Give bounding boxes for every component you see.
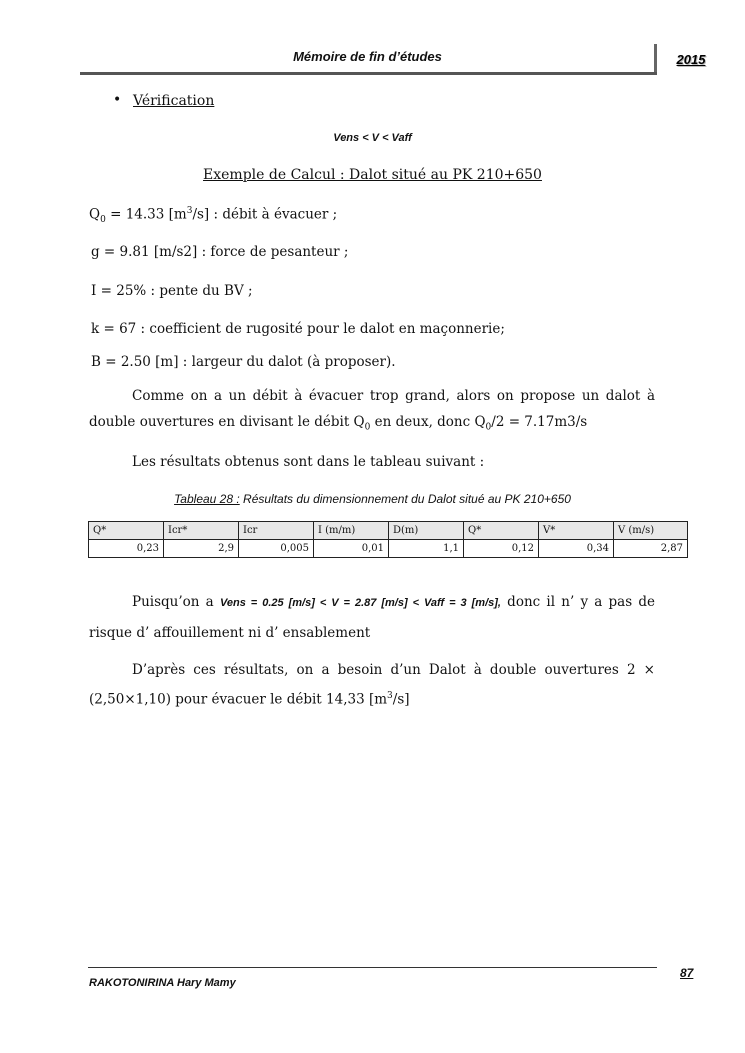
given-g: g = 9.81 [m/s2] : force de pesanteur ; — [91, 244, 349, 260]
paragraph-conclusion: D’après ces résultats, on a besoin d’un Dalot à double ouvertures 2 × (2,50×1,10) pour évacuer le débit 14,33 $[m^3/s]$ — [89, 662, 655, 708]
table-header-cell: V (m/s) — [614, 522, 688, 540]
given-i: I = 25% : pente du BV ; — [91, 283, 253, 299]
paragraph-results-intro: Les résultats obtenus sont dans le tableau suivant : — [132, 454, 485, 470]
table-header-cell: Icr* — [164, 522, 239, 540]
table-cell: 0,01 — [314, 540, 389, 558]
table-row — [89, 540, 688, 558]
footer-author: RAKOTONIRINA Hary Mamy — [89, 977, 236, 989]
given-q0: $Q_0 = 14.33$ $[m^3/s]$ : débit à évacuer ; — [89, 206, 338, 226]
paragraph-verification-result: Puisqu’on a Vens = 0.25 [m/s] < V = 2.87 [m/s] < Vaff = 3 [m/s], donc il n’ y a pas de risque d’ affouillement ni d’ ensablement — [89, 594, 656, 641]
header-year: 2015 — [676, 52, 706, 67]
table-cell: 0,23 — [89, 540, 164, 558]
table-header-cell: Q* — [464, 522, 539, 540]
table-caption-text: Résultats du dimensionnement du Dalot situé au PK 210+650 — [239, 492, 571, 506]
velocity-check-expression: Vens = 0.25 [m/s] < V = 2.87 [m/s] < Vaff = 3 [m/s], — [219, 597, 501, 609]
given-b: B = 2.50 [m] : largeur du dalot (à proposer). — [91, 354, 396, 370]
table-header-cell: Q* — [89, 522, 164, 540]
header-divider — [654, 44, 657, 74]
table-caption — [0, 492, 745, 506]
table-cell: 0,005 — [239, 540, 314, 558]
table-header-cell: I (m/m) — [314, 522, 389, 540]
paragraph-proposal: Comme on a un débit à évacuer trop grand, alors on propose un dalot à double ouvertures en divisant le débit $Q_0$ en deux, donc $Q_0/2 = 7.17m3/s$ — [89, 388, 655, 433]
header-rule — [80, 72, 657, 75]
velocity-condition: Vens < V < Vaff — [333, 132, 412, 144]
table-cell: 1,1 — [389, 540, 464, 558]
footer-rule — [88, 967, 657, 968]
table-header-cell: D(m) — [389, 522, 464, 540]
table-cell: 2,9 — [164, 540, 239, 558]
verification-heading: Vérification — [133, 93, 215, 109]
example-title: Exemple de Calcul : Dalot situé au PK 210+650 — [203, 167, 542, 183]
table-caption-label: Tableau 28 : — [174, 492, 240, 506]
page-number: 87 — [680, 966, 694, 980]
header-title: Mémoire de fin d’études — [293, 49, 442, 64]
table-header-row — [89, 522, 688, 540]
table-cell: 2,87 — [614, 540, 688, 558]
table-header-cell: Icr — [239, 522, 314, 540]
bullet-icon: • — [113, 92, 122, 108]
results-table — [88, 521, 688, 558]
table-cell: 0,34 — [539, 540, 614, 558]
table-header-cell: V* — [539, 522, 614, 540]
table-cell: 0,12 — [464, 540, 539, 558]
given-k: k = 67 : coefficient de rugosité pour le dalot en maçonnerie; — [91, 321, 505, 337]
